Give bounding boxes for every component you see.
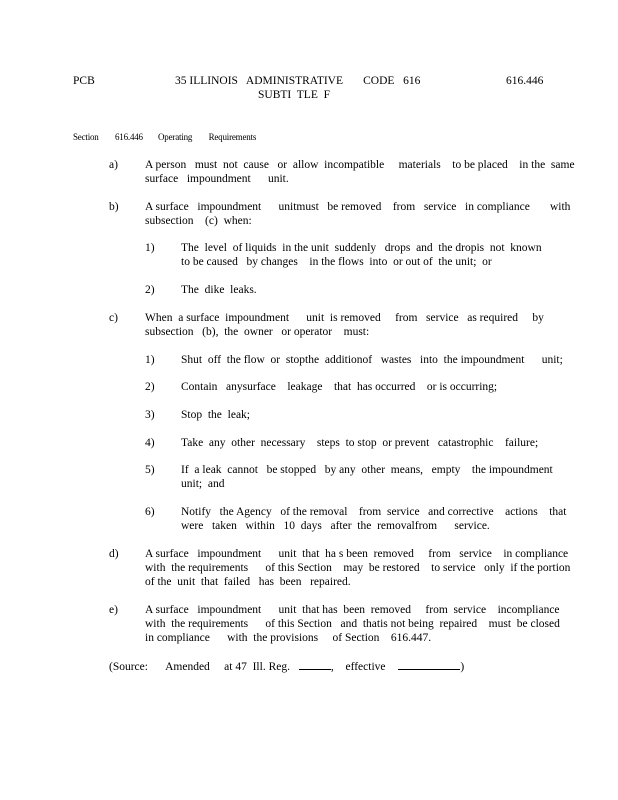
item-b2-label: 2): [145, 284, 155, 296]
header-section-number: 616.446: [506, 75, 544, 87]
item-e-line2: with the requirements of this Section and thatis not being repaired must be closed: [145, 618, 560, 630]
section-number: 616.446: [115, 132, 143, 142]
item-a-line1: A person must not cause or allow incompatible materials to be placed in the same: [145, 159, 575, 171]
section-word: Section: [73, 132, 99, 142]
item-e-line1: A surface impoundment unit that has been removed from service incompliance: [145, 604, 560, 616]
item-c-line1: When a surface impoundment unit is removed from service as required by: [145, 312, 544, 324]
item-c4-label: 4): [145, 437, 155, 449]
item-c6-label: 6): [145, 506, 155, 518]
item-b1-label: 1): [145, 242, 155, 254]
item-b-line2: subsection (c) when:: [145, 215, 252, 227]
item-c-label: c): [109, 312, 118, 324]
item-a-line2: surface impoundment unit.: [145, 173, 289, 185]
item-c5-line1: If a leak cannot be stopped by any other means, empty the impoundment: [181, 464, 553, 476]
item-b1-line2: to be caused by changes in the flows into or out of the unit; or: [181, 256, 492, 268]
item-e-line3: in compliance with the provisions of Section 616.447.: [145, 632, 432, 644]
item-c3-line1: Stop the leak;: [181, 409, 250, 421]
source-note: [109, 659, 464, 674]
item-d-line3: of the unit that failed has been repaired.: [145, 576, 351, 588]
header-subtitle: SUBTI TLE F: [258, 89, 330, 101]
item-d-line1: A surface impoundment unit that ha s been removed from service in compliance: [145, 548, 569, 560]
item-c6-line1: Notify the Agency of the removal from service and corrective actions that: [181, 506, 567, 518]
item-c2-label: 2): [145, 381, 155, 393]
item-a-label: a): [109, 159, 118, 171]
item-c4-line1: Take any other necessary steps to stop or prevent catastrophic failure;: [181, 437, 539, 449]
item-c3-label: 3): [145, 409, 155, 421]
item-b1-line1: The level of liquids in the unit suddenly drops and the dropis not known: [181, 242, 542, 254]
item-b-line1: A surface impoundment unitmust be removed from service in compliance with: [145, 201, 571, 213]
header-code-title: 35 ILLINOIS ADMINISTRATIVE CODE 616: [175, 75, 421, 87]
item-b-label: b): [109, 201, 119, 213]
item-c-line2: subsection (b), the owner or operator must:: [145, 326, 370, 338]
item-c5-line2: unit; and: [181, 478, 225, 490]
source-amended: Amended at 47 Ill. Reg.: [165, 661, 290, 673]
source-comma: ,: [330, 661, 334, 673]
item-c1-label: 1): [145, 354, 155, 366]
item-c2-line1: Contain anysurface leakage that has occurred or is occurring;: [181, 381, 498, 393]
source-effective: effective: [345, 661, 386, 673]
source-open: (Source:: [109, 661, 148, 673]
item-c5-label: 5): [145, 464, 155, 476]
source-close: ): [460, 661, 465, 673]
register-page-blank: [299, 659, 331, 670]
item-d-label: d): [109, 548, 119, 560]
item-e-label: e): [109, 604, 118, 616]
item-d-line2: with the requirements of this Section may be restored to service only if the portion: [145, 562, 571, 574]
item-b2-line1: The dike leaks.: [181, 284, 257, 296]
section-title: Operating Requirements: [158, 132, 257, 142]
header-agency: PCB: [73, 75, 95, 87]
item-c6-line2: were taken within 10 days after the removalfrom service.: [181, 520, 490, 532]
item-c1-line1: Shut off the flow or stopthe additionof wastes into the impoundment unit;: [181, 354, 563, 366]
effective-date-blank: [398, 659, 460, 670]
